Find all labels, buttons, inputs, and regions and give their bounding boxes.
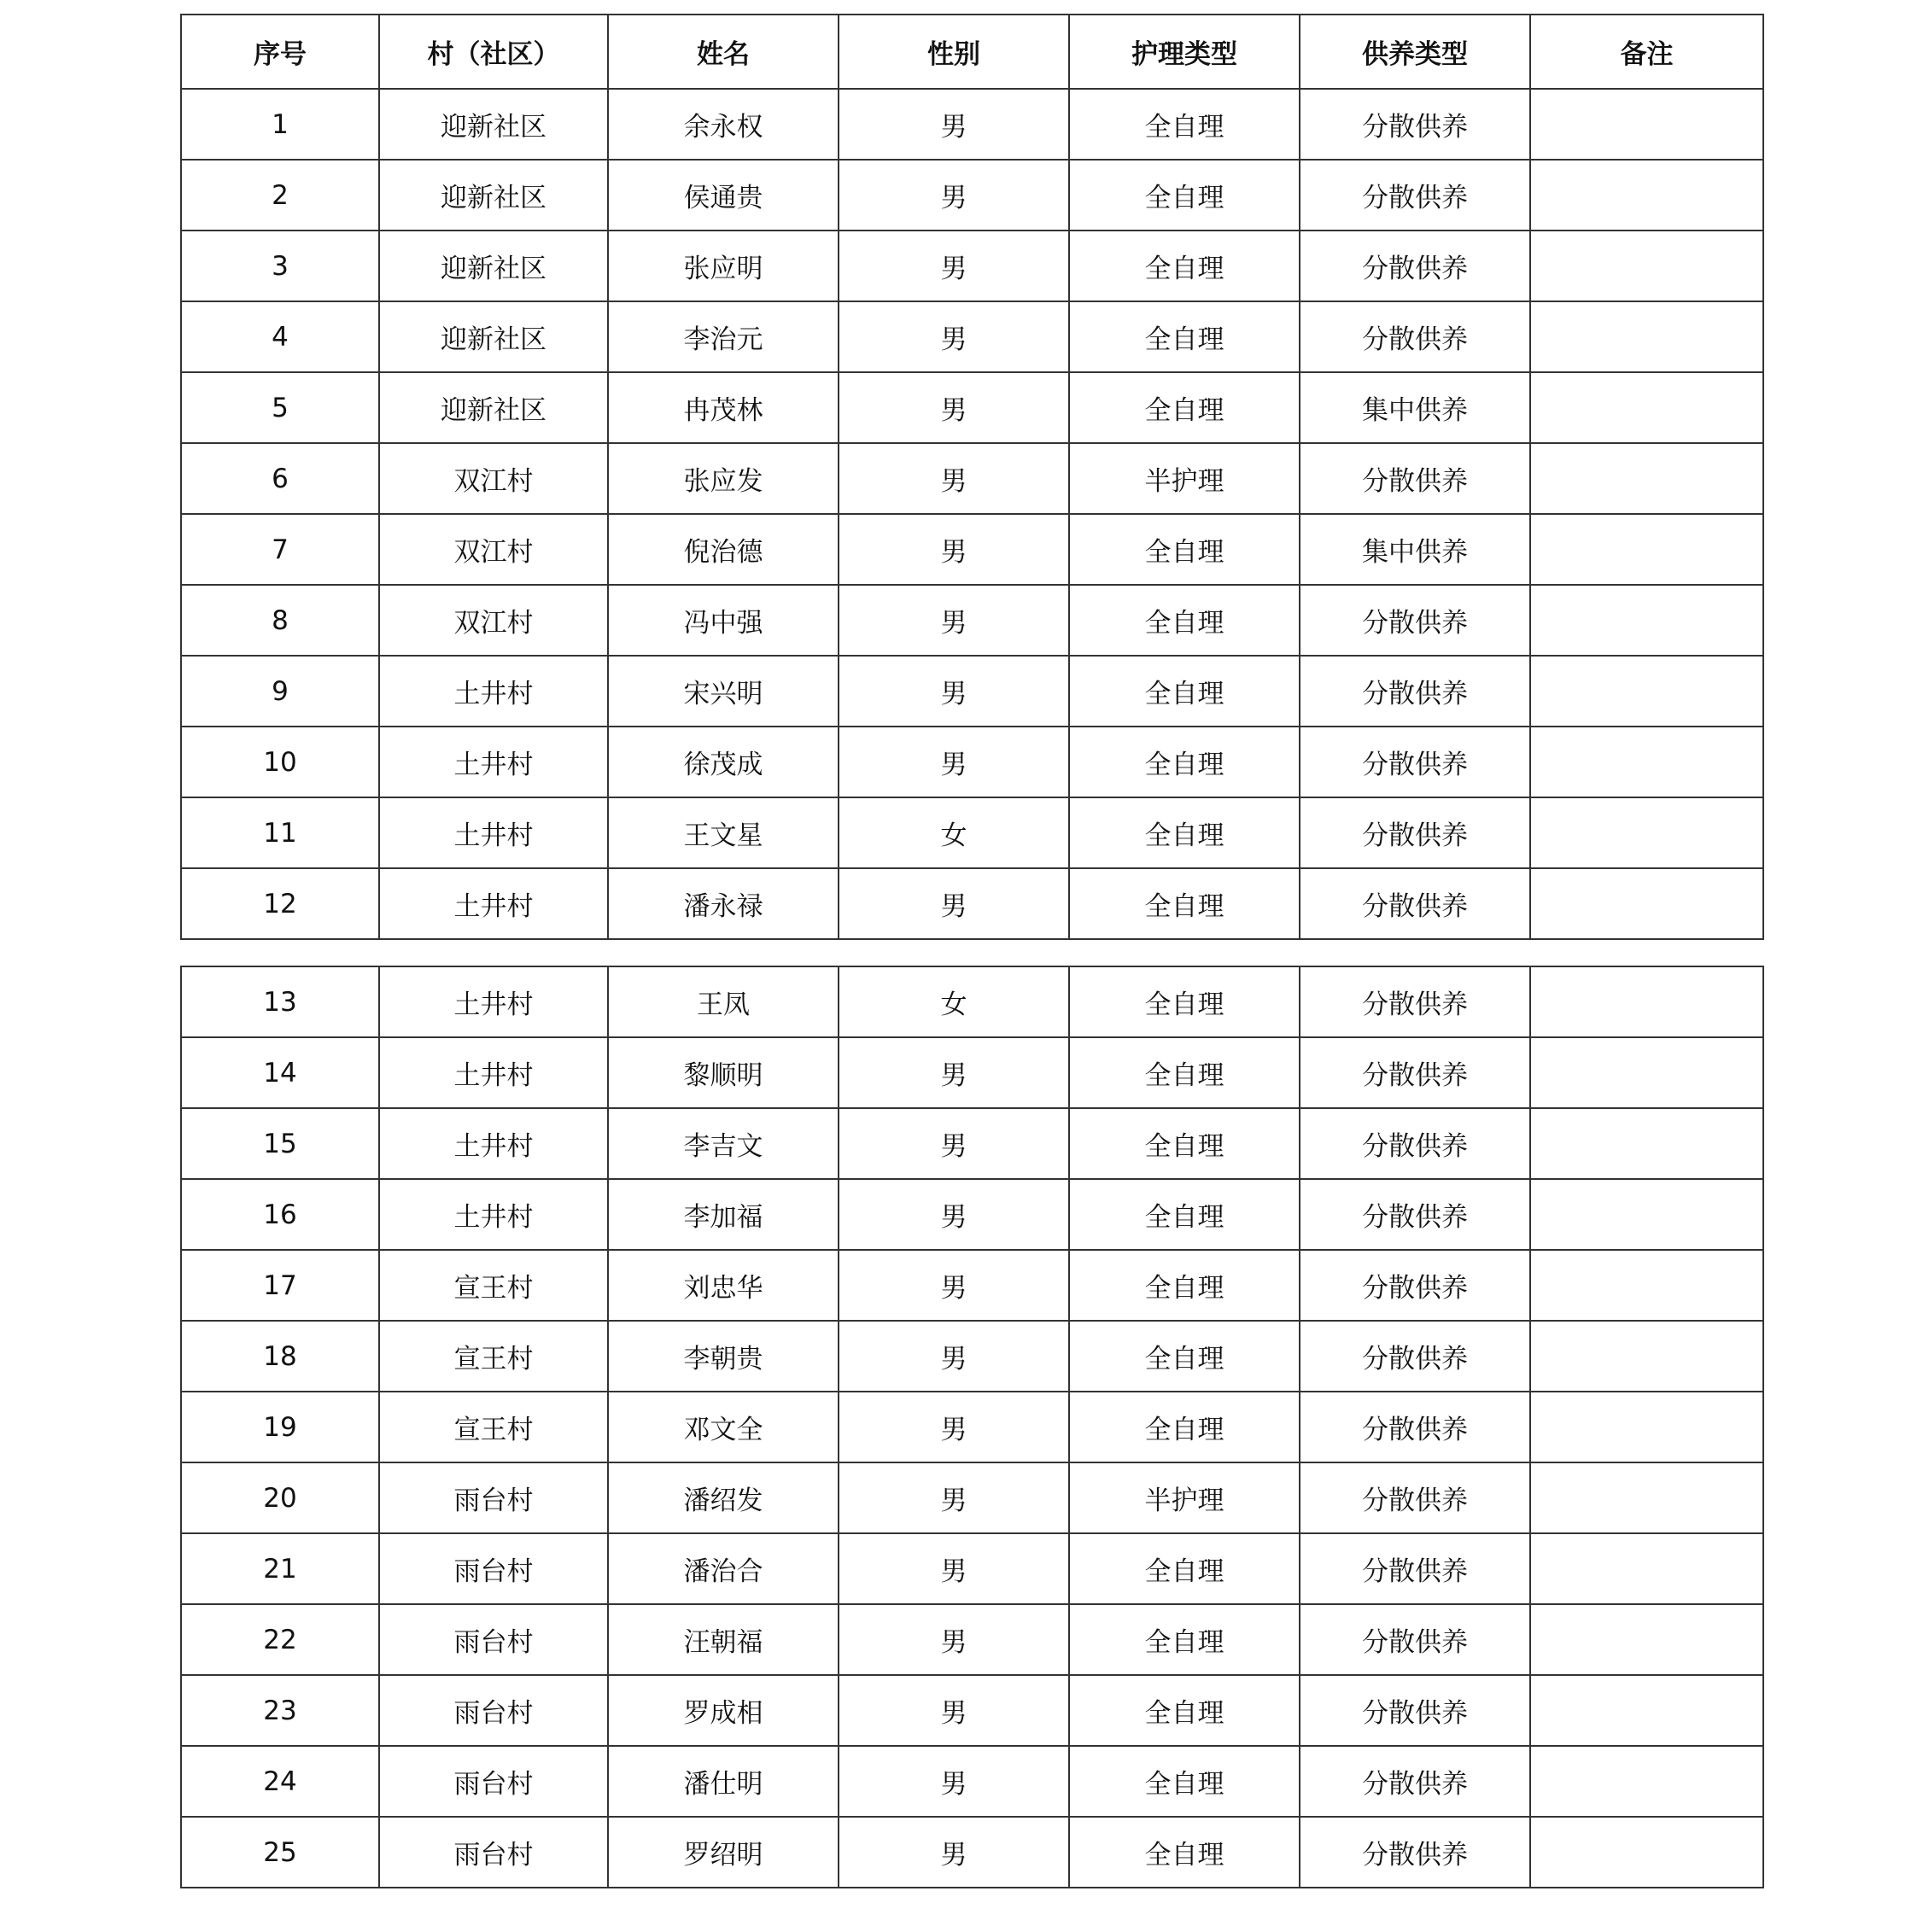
cell-gender: 女 xyxy=(839,966,1069,1037)
cell-remarks xyxy=(1530,514,1763,585)
cell-serial: 16 xyxy=(181,1179,379,1250)
cell-support-type: 分散供养 xyxy=(1300,797,1530,868)
table-row xyxy=(181,1746,1763,1817)
table-body-page-1 xyxy=(181,89,1763,939)
cell-serial: 17 xyxy=(181,1250,379,1321)
cell-support-type: 分散供养 xyxy=(1300,1392,1530,1462)
cell-gender: 男 xyxy=(839,1250,1069,1321)
cell-gender: 男 xyxy=(839,89,1069,160)
table-row xyxy=(181,966,1763,1037)
cell-village: 双江村 xyxy=(379,585,608,656)
cell-gender: 男 xyxy=(839,1321,1069,1392)
cell-village: 双江村 xyxy=(379,443,608,514)
cell-gender: 男 xyxy=(839,372,1069,443)
cell-support-type: 分散供养 xyxy=(1300,301,1530,372)
cell-remarks xyxy=(1530,1462,1763,1533)
cell-remarks xyxy=(1530,1250,1763,1321)
cell-support-type: 分散供养 xyxy=(1300,966,1530,1037)
table-row xyxy=(181,1604,1763,1675)
header-care-type: 护理类型 xyxy=(1069,15,1300,89)
cell-village: 宣王村 xyxy=(379,1392,608,1462)
cell-village: 雨台村 xyxy=(379,1462,608,1533)
cell-village: 雨台村 xyxy=(379,1604,608,1675)
cell-name: 徐茂成 xyxy=(608,727,839,797)
cell-care-type: 全自理 xyxy=(1069,372,1300,443)
cell-remarks xyxy=(1530,1392,1763,1462)
cell-name: 李加福 xyxy=(608,1179,839,1250)
cell-gender: 男 xyxy=(839,1179,1069,1250)
cell-support-type: 分散供养 xyxy=(1300,443,1530,514)
cell-support-type: 分散供养 xyxy=(1300,231,1530,301)
cell-remarks xyxy=(1530,231,1763,301)
cell-support-type: 分散供养 xyxy=(1300,1533,1530,1604)
cell-remarks xyxy=(1530,966,1763,1037)
cell-remarks xyxy=(1530,1037,1763,1108)
cell-serial: 12 xyxy=(181,868,379,939)
table-row xyxy=(181,585,1763,656)
cell-serial: 15 xyxy=(181,1108,379,1179)
header-serial: 序号 xyxy=(181,15,379,89)
cell-gender: 男 xyxy=(839,727,1069,797)
table-row xyxy=(181,231,1763,301)
cell-name: 张应发 xyxy=(608,443,839,514)
cell-care-type: 全自理 xyxy=(1069,1817,1300,1888)
cell-name: 张应明 xyxy=(608,231,839,301)
cell-gender: 男 xyxy=(839,231,1069,301)
cell-support-type: 分散供养 xyxy=(1300,89,1530,160)
cell-care-type: 全自理 xyxy=(1069,1108,1300,1179)
cell-remarks xyxy=(1530,868,1763,939)
cell-remarks xyxy=(1530,1533,1763,1604)
cell-care-type: 全自理 xyxy=(1069,656,1300,727)
cell-support-type: 分散供养 xyxy=(1300,1604,1530,1675)
cell-care-type: 全自理 xyxy=(1069,231,1300,301)
table-row xyxy=(181,1250,1763,1321)
cell-gender: 男 xyxy=(839,1037,1069,1108)
cell-remarks xyxy=(1530,656,1763,727)
table-row xyxy=(181,797,1763,868)
cell-name: 潘治合 xyxy=(608,1533,839,1604)
cell-gender: 男 xyxy=(839,656,1069,727)
cell-gender: 男 xyxy=(839,301,1069,372)
table-body-page-2 xyxy=(181,966,1763,1888)
cell-village: 土井村 xyxy=(379,797,608,868)
cell-name: 冯中强 xyxy=(608,585,839,656)
cell-name: 李吉文 xyxy=(608,1108,839,1179)
cell-serial: 22 xyxy=(181,1604,379,1675)
cell-serial: 5 xyxy=(181,372,379,443)
cell-name: 冉茂林 xyxy=(608,372,839,443)
cell-remarks xyxy=(1530,160,1763,231)
roster-table-page-2 xyxy=(180,966,1764,1888)
cell-care-type: 全自理 xyxy=(1069,727,1300,797)
cell-serial: 25 xyxy=(181,1817,379,1888)
cell-name: 罗成相 xyxy=(608,1675,839,1746)
cell-name: 潘永禄 xyxy=(608,868,839,939)
table-row xyxy=(181,160,1763,231)
cell-support-type: 分散供养 xyxy=(1300,1179,1530,1250)
cell-serial: 6 xyxy=(181,443,379,514)
cell-gender: 男 xyxy=(839,1817,1069,1888)
cell-serial: 23 xyxy=(181,1675,379,1746)
cell-village: 双江村 xyxy=(379,514,608,585)
cell-remarks xyxy=(1530,1108,1763,1179)
cell-remarks xyxy=(1530,1817,1763,1888)
cell-serial: 8 xyxy=(181,585,379,656)
cell-remarks xyxy=(1530,1179,1763,1250)
cell-care-type: 全自理 xyxy=(1069,966,1300,1037)
cell-gender: 男 xyxy=(839,160,1069,231)
cell-serial: 2 xyxy=(181,160,379,231)
cell-village: 迎新社区 xyxy=(379,231,608,301)
cell-name: 侯通贵 xyxy=(608,160,839,231)
cell-support-type: 分散供养 xyxy=(1300,1462,1530,1533)
cell-serial: 4 xyxy=(181,301,379,372)
cell-village: 雨台村 xyxy=(379,1746,608,1817)
cell-gender: 女 xyxy=(839,797,1069,868)
cell-care-type: 全自理 xyxy=(1069,585,1300,656)
cell-village: 雨台村 xyxy=(379,1817,608,1888)
cell-name: 余永权 xyxy=(608,89,839,160)
cell-support-type: 集中供养 xyxy=(1300,514,1530,585)
cell-village: 迎新社区 xyxy=(379,89,608,160)
cell-gender: 男 xyxy=(839,1675,1069,1746)
cell-support-type: 分散供养 xyxy=(1300,585,1530,656)
table-row xyxy=(181,1321,1763,1392)
cell-care-type: 全自理 xyxy=(1069,1675,1300,1746)
cell-village: 土井村 xyxy=(379,868,608,939)
cell-village: 土井村 xyxy=(379,966,608,1037)
cell-remarks xyxy=(1530,301,1763,372)
cell-remarks xyxy=(1530,1604,1763,1675)
cell-gender: 男 xyxy=(839,514,1069,585)
cell-support-type: 分散供养 xyxy=(1300,1108,1530,1179)
cell-remarks xyxy=(1530,585,1763,656)
cell-serial: 14 xyxy=(181,1037,379,1108)
header-support-type: 供养类型 xyxy=(1300,15,1530,89)
cell-name: 王文星 xyxy=(608,797,839,868)
cell-care-type: 全自理 xyxy=(1069,89,1300,160)
cell-name: 李朝贵 xyxy=(608,1321,839,1392)
cell-gender: 男 xyxy=(839,1462,1069,1533)
cell-support-type: 分散供养 xyxy=(1300,727,1530,797)
cell-serial: 21 xyxy=(181,1533,379,1604)
header-remarks: 备注 xyxy=(1530,15,1763,89)
table-row xyxy=(181,89,1763,160)
cell-name: 宋兴明 xyxy=(608,656,839,727)
cell-name: 潘仕明 xyxy=(608,1746,839,1817)
cell-remarks xyxy=(1530,1746,1763,1817)
cell-name: 倪治德 xyxy=(608,514,839,585)
cell-name: 王凤 xyxy=(608,966,839,1037)
cell-name: 罗绍明 xyxy=(608,1817,839,1888)
table-row xyxy=(181,1108,1763,1179)
cell-gender: 男 xyxy=(839,1392,1069,1462)
cell-gender: 男 xyxy=(839,1604,1069,1675)
cell-serial: 13 xyxy=(181,966,379,1037)
cell-care-type: 半护理 xyxy=(1069,1462,1300,1533)
cell-serial: 19 xyxy=(181,1392,379,1462)
cell-remarks xyxy=(1530,443,1763,514)
table-row xyxy=(181,1675,1763,1746)
cell-care-type: 全自理 xyxy=(1069,1533,1300,1604)
cell-serial: 3 xyxy=(181,231,379,301)
table-row xyxy=(181,1179,1763,1250)
cell-remarks xyxy=(1530,372,1763,443)
cell-gender: 男 xyxy=(839,585,1069,656)
table-row xyxy=(181,656,1763,727)
cell-care-type: 全自理 xyxy=(1069,868,1300,939)
cell-village: 迎新社区 xyxy=(379,301,608,372)
cell-name: 刘忠华 xyxy=(608,1250,839,1321)
cell-support-type: 分散供养 xyxy=(1300,1037,1530,1108)
cell-support-type: 分散供养 xyxy=(1300,868,1530,939)
table-row xyxy=(181,1037,1763,1108)
cell-name: 黎顺明 xyxy=(608,1037,839,1108)
cell-village: 土井村 xyxy=(379,1108,608,1179)
table-row xyxy=(181,443,1763,514)
header-name: 姓名 xyxy=(608,15,839,89)
cell-village: 雨台村 xyxy=(379,1533,608,1604)
cell-name: 潘绍发 xyxy=(608,1462,839,1533)
table-header-row xyxy=(181,15,1763,89)
table-row xyxy=(181,1817,1763,1888)
cell-remarks xyxy=(1530,797,1763,868)
roster-table-page-1 xyxy=(180,14,1764,940)
cell-gender: 男 xyxy=(839,1108,1069,1179)
cell-care-type: 全自理 xyxy=(1069,1321,1300,1392)
cell-support-type: 分散供养 xyxy=(1300,1675,1530,1746)
cell-care-type: 全自理 xyxy=(1069,301,1300,372)
table-row xyxy=(181,514,1763,585)
cell-support-type: 分散供养 xyxy=(1300,160,1530,231)
cell-name: 李治元 xyxy=(608,301,839,372)
cell-care-type: 全自理 xyxy=(1069,160,1300,231)
header-village: 村（社区） xyxy=(379,15,608,89)
cell-serial: 24 xyxy=(181,1746,379,1817)
header-gender: 性别 xyxy=(839,15,1069,89)
cell-care-type: 全自理 xyxy=(1069,797,1300,868)
cell-support-type: 分散供养 xyxy=(1300,1817,1530,1888)
table-row xyxy=(181,868,1763,939)
table-row xyxy=(181,372,1763,443)
cell-serial: 10 xyxy=(181,727,379,797)
cell-serial: 7 xyxy=(181,514,379,585)
cell-remarks xyxy=(1530,1321,1763,1392)
cell-serial: 18 xyxy=(181,1321,379,1392)
cell-name: 邓文全 xyxy=(608,1392,839,1462)
cell-remarks xyxy=(1530,727,1763,797)
cell-care-type: 全自理 xyxy=(1069,1746,1300,1817)
cell-support-type: 集中供养 xyxy=(1300,372,1530,443)
cell-village: 土井村 xyxy=(379,1179,608,1250)
cell-support-type: 分散供养 xyxy=(1300,1321,1530,1392)
cell-village: 雨台村 xyxy=(379,1675,608,1746)
cell-village: 土井村 xyxy=(379,656,608,727)
cell-village: 迎新社区 xyxy=(379,372,608,443)
table-row xyxy=(181,301,1763,372)
cell-remarks xyxy=(1530,89,1763,160)
table-row xyxy=(181,727,1763,797)
cell-serial: 1 xyxy=(181,89,379,160)
cell-care-type: 全自理 xyxy=(1069,1392,1300,1462)
cell-village: 土井村 xyxy=(379,727,608,797)
cell-gender: 男 xyxy=(839,1533,1069,1604)
cell-gender: 男 xyxy=(839,443,1069,514)
cell-remarks xyxy=(1530,1675,1763,1746)
cell-serial: 11 xyxy=(181,797,379,868)
cell-name: 汪朝福 xyxy=(608,1604,839,1675)
cell-support-type: 分散供养 xyxy=(1300,1746,1530,1817)
cell-village: 土井村 xyxy=(379,1037,608,1108)
table-row xyxy=(181,1462,1763,1533)
cell-care-type: 全自理 xyxy=(1069,1037,1300,1108)
cell-care-type: 全自理 xyxy=(1069,1604,1300,1675)
cell-village: 宣王村 xyxy=(379,1321,608,1392)
cell-gender: 男 xyxy=(839,1746,1069,1817)
cell-serial: 9 xyxy=(181,656,379,727)
table-row xyxy=(181,1533,1763,1604)
cell-support-type: 分散供养 xyxy=(1300,1250,1530,1321)
cell-support-type: 分散供养 xyxy=(1300,656,1530,727)
cell-care-type: 全自理 xyxy=(1069,1179,1300,1250)
cell-village: 迎新社区 xyxy=(379,160,608,231)
cell-care-type: 全自理 xyxy=(1069,1250,1300,1321)
cell-serial: 20 xyxy=(181,1462,379,1533)
cell-gender: 男 xyxy=(839,868,1069,939)
cell-care-type: 半护理 xyxy=(1069,443,1300,514)
cell-care-type: 全自理 xyxy=(1069,514,1300,585)
cell-village: 宣王村 xyxy=(379,1250,608,1321)
table-row xyxy=(181,1392,1763,1462)
